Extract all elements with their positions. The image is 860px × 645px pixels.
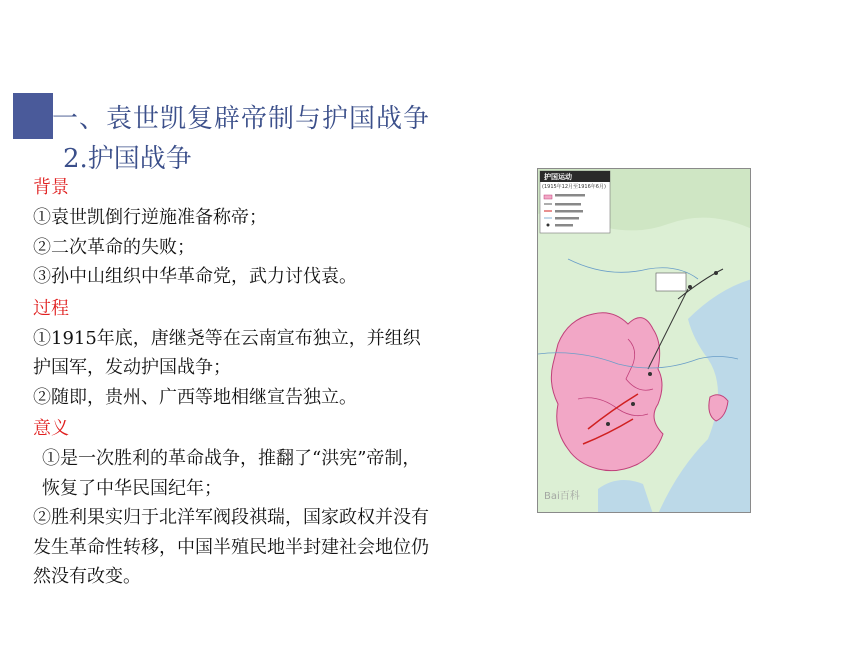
slide-subtitle: 2.护国战争 [63, 144, 192, 174]
map-title: 护国运动 [544, 173, 572, 181]
map-graphic [538, 169, 751, 513]
process-item-2: ②随即，贵州、广西等地相继宣告独立。 [33, 386, 357, 408]
city-marker [631, 402, 635, 406]
northern-route [648, 289, 688, 369]
city-marker [606, 422, 610, 426]
slide-title: 一、袁世凯复辟帝制与护国战争 [52, 104, 431, 134]
process-item-1: ①1915年底，唐继尧等在云南宣布独立，并组织护国军，发动护国战争； [33, 327, 421, 378]
significance-item-2: ②胜利果实归于北洋军阀段祺瑞，国家政权并没有发生革命性转移，中国半殖民地半封建社会地位仍然没有改变。 [33, 507, 429, 587]
background-item-2: ②二次革命的失败； [33, 236, 195, 258]
city-marker [714, 271, 718, 275]
east-sea [658, 279, 751, 513]
section-heading-significance: 意义 [33, 418, 69, 439]
significance-item-1: ①是一次胜利的革命战争，推翻了“洪宪”帝制，恢复了中华民国纪年； [42, 448, 421, 499]
section-heading-background: 背景 [33, 177, 69, 198]
content-body [33, 173, 433, 592]
south-sea [598, 480, 653, 513]
independent-provinces-region [551, 313, 663, 471]
city-marker [688, 285, 692, 289]
section-heading-process: 过程 [33, 297, 69, 319]
map-date-range: (1915年12月至1916年6月) [542, 184, 606, 190]
title-accent-block [13, 93, 53, 139]
background-item-1: ①袁世凯倒行逆施准备称帝； [33, 207, 267, 228]
inset-label-box [656, 273, 686, 291]
background-item-3: ③孙中山组织中华革命党，武力讨伐袁。 [33, 266, 357, 287]
huguo-movement-map [537, 168, 751, 513]
city-marker [648, 372, 652, 376]
map-watermark: Bai百科 [544, 491, 580, 502]
